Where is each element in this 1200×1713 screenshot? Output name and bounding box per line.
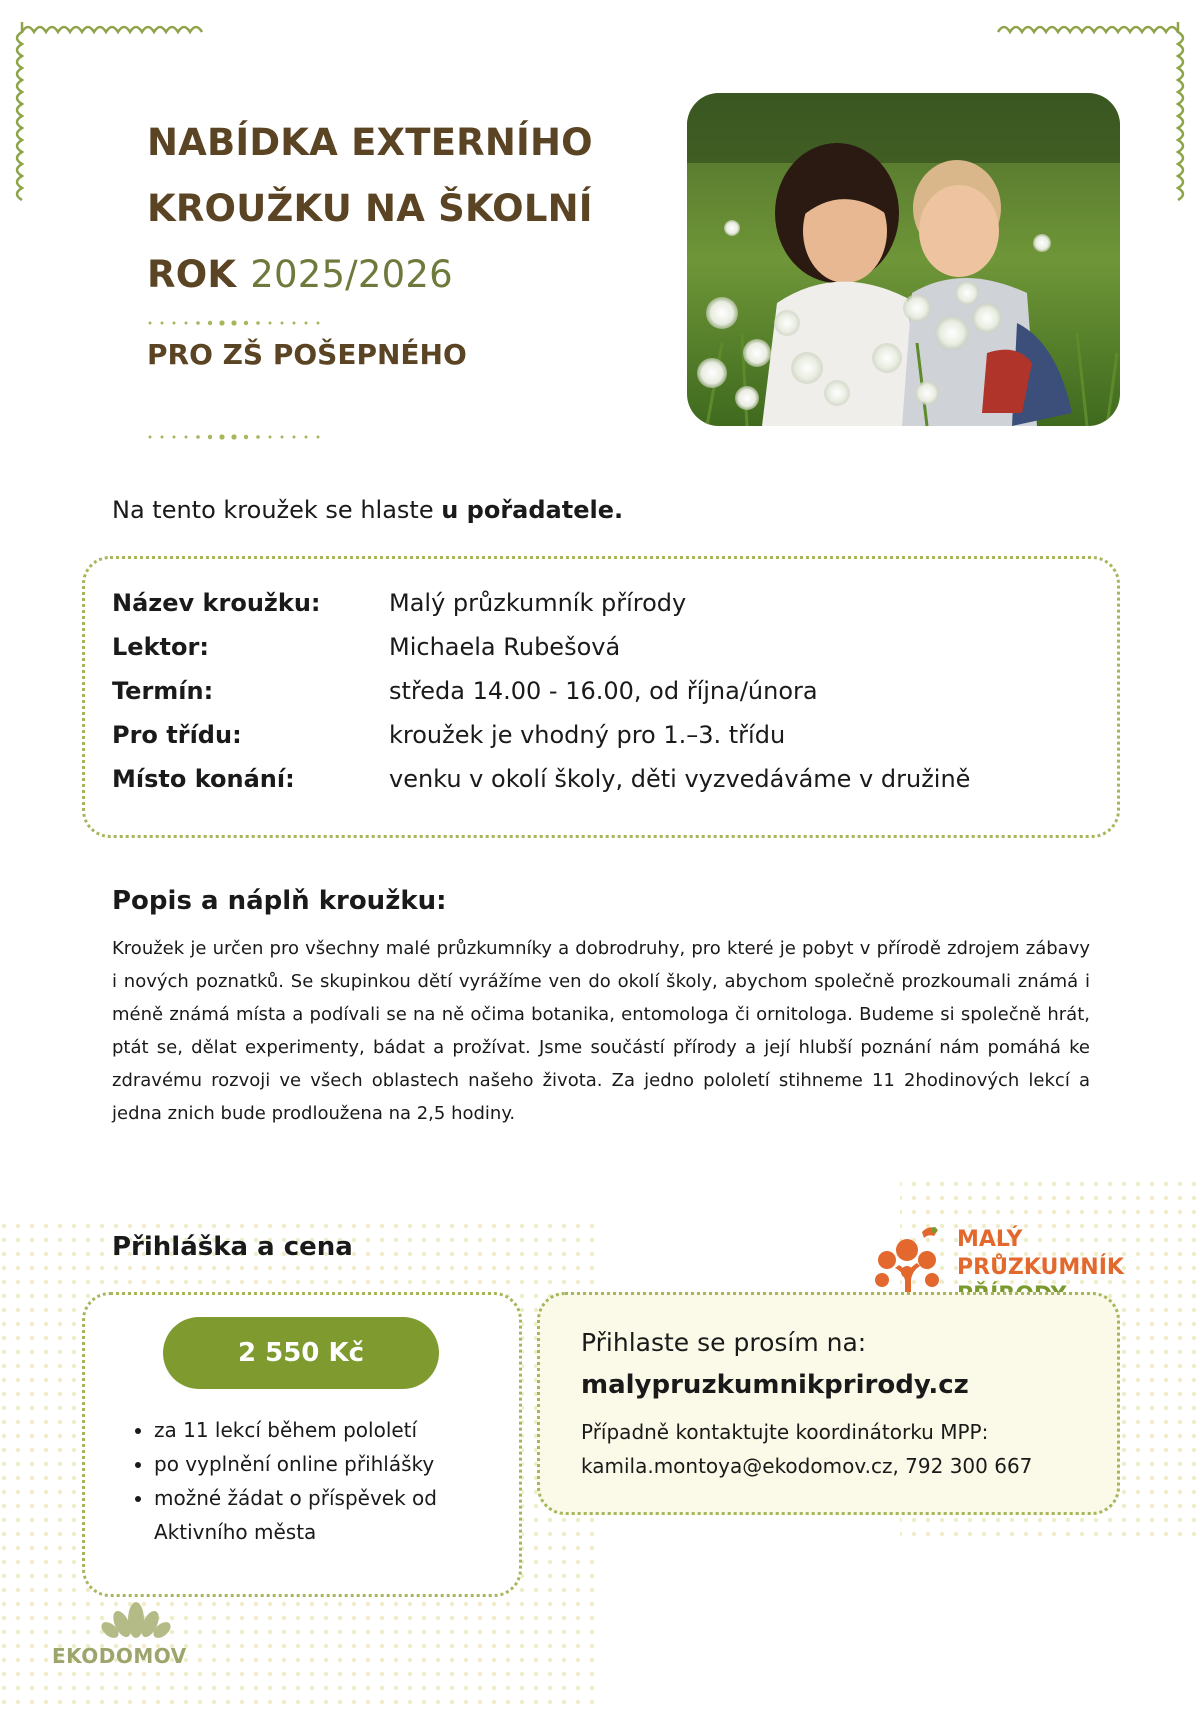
pricing-heading: Přihláška a cena [112, 1232, 353, 1262]
list-item: • za 11 lekcí během pololetí [154, 1413, 496, 1447]
info-row-name: Název kroužku: Malý průzkumník přírody [112, 589, 687, 617]
page-title [147, 110, 667, 308]
mpp-logo-text: MALÝ PRŮZKUMNÍK [957, 1227, 1124, 1280]
dotted-divider-bottom [147, 432, 327, 442]
signup-intro: Na tento kroužek se hlaste u pořadatele. [112, 496, 624, 524]
coordinator-contact: Případně kontaktujte koordinátorku MPP: kamila.montoya@ekodomov.cz, 792 300 667 [581, 1415, 1032, 1483]
signup-organizer-emphasis: u pořadatele. [441, 496, 624, 524]
children-dandelion-photo [687, 93, 1120, 426]
description-heading: Popis a náplň kroužku: [112, 886, 447, 916]
registration-prompt: Přihlaste se prosím na: [581, 1328, 867, 1357]
registration-url-link[interactable]: malypruzkumnikprirody.cz [581, 1370, 969, 1400]
list-item: • možné žádat o příspěvek od Aktivního města [154, 1481, 496, 1549]
ekodomov-logo-text: EKODOMOV [52, 1644, 187, 1668]
school-subtitle: PRO ZŠ POŠEPNÉHO [147, 338, 467, 371]
coordinator-email-phone[interactable]: kamila.montoya@ekodomov.cz, 792 300 667 [581, 1454, 1033, 1478]
price-badge: 2 550 Kč [163, 1317, 439, 1389]
price-bullet-list [126, 1413, 496, 1549]
title-line-1: NABÍDKA EXTERNÍHO [147, 121, 593, 164]
title-line-3: ROK [147, 253, 237, 296]
dotted-divider-top [147, 318, 327, 328]
description-text: Kroužek je určen pro všechny malé průzkumníky a dobrodruhy, pro které je pobyt v přírodě zdrojem zábavy i nových poznatků. Se skupinkou dětí vyrážíme ven do okolí školy, abychom společně prozkoumali známá i méně známá místa a podívali se na ně očima botanika, entomologa či ornitologa. Budeme si společně hrát, ptát se, dělat experimenty, bádat a prožívat. Jsme součástí přírody a její hlubší poznání nám pomáhá ke zdravému rozvoji ve všech oblastech našeho života. Za jedno pololetí stihneme 11 2hodinových lekcí a jedna znich bude prodloužena na 2,5 hodiny. [112, 938, 1090, 1124]
info-row-location: Místo konání: venku v okolí školy, děti vyzvedáváme v družině [112, 765, 971, 793]
school-year: 2025/2026 [250, 253, 453, 296]
info-row-schedule: Termín: středa 14.00 - 16.00, od října/února [112, 677, 818, 705]
title-line-2: KROUŽKU NA ŠKOLNÍ [147, 187, 593, 230]
info-row-grade: Pro třídu: kroužek je vhodný pro 1.–3. třídu [112, 721, 786, 749]
ekodomov-logo-icon [100, 1590, 172, 1640]
info-row-lecturer: Lektor: Michaela Rubešová [112, 633, 621, 661]
list-item: • po vyplnění online přihlášky [154, 1447, 496, 1481]
